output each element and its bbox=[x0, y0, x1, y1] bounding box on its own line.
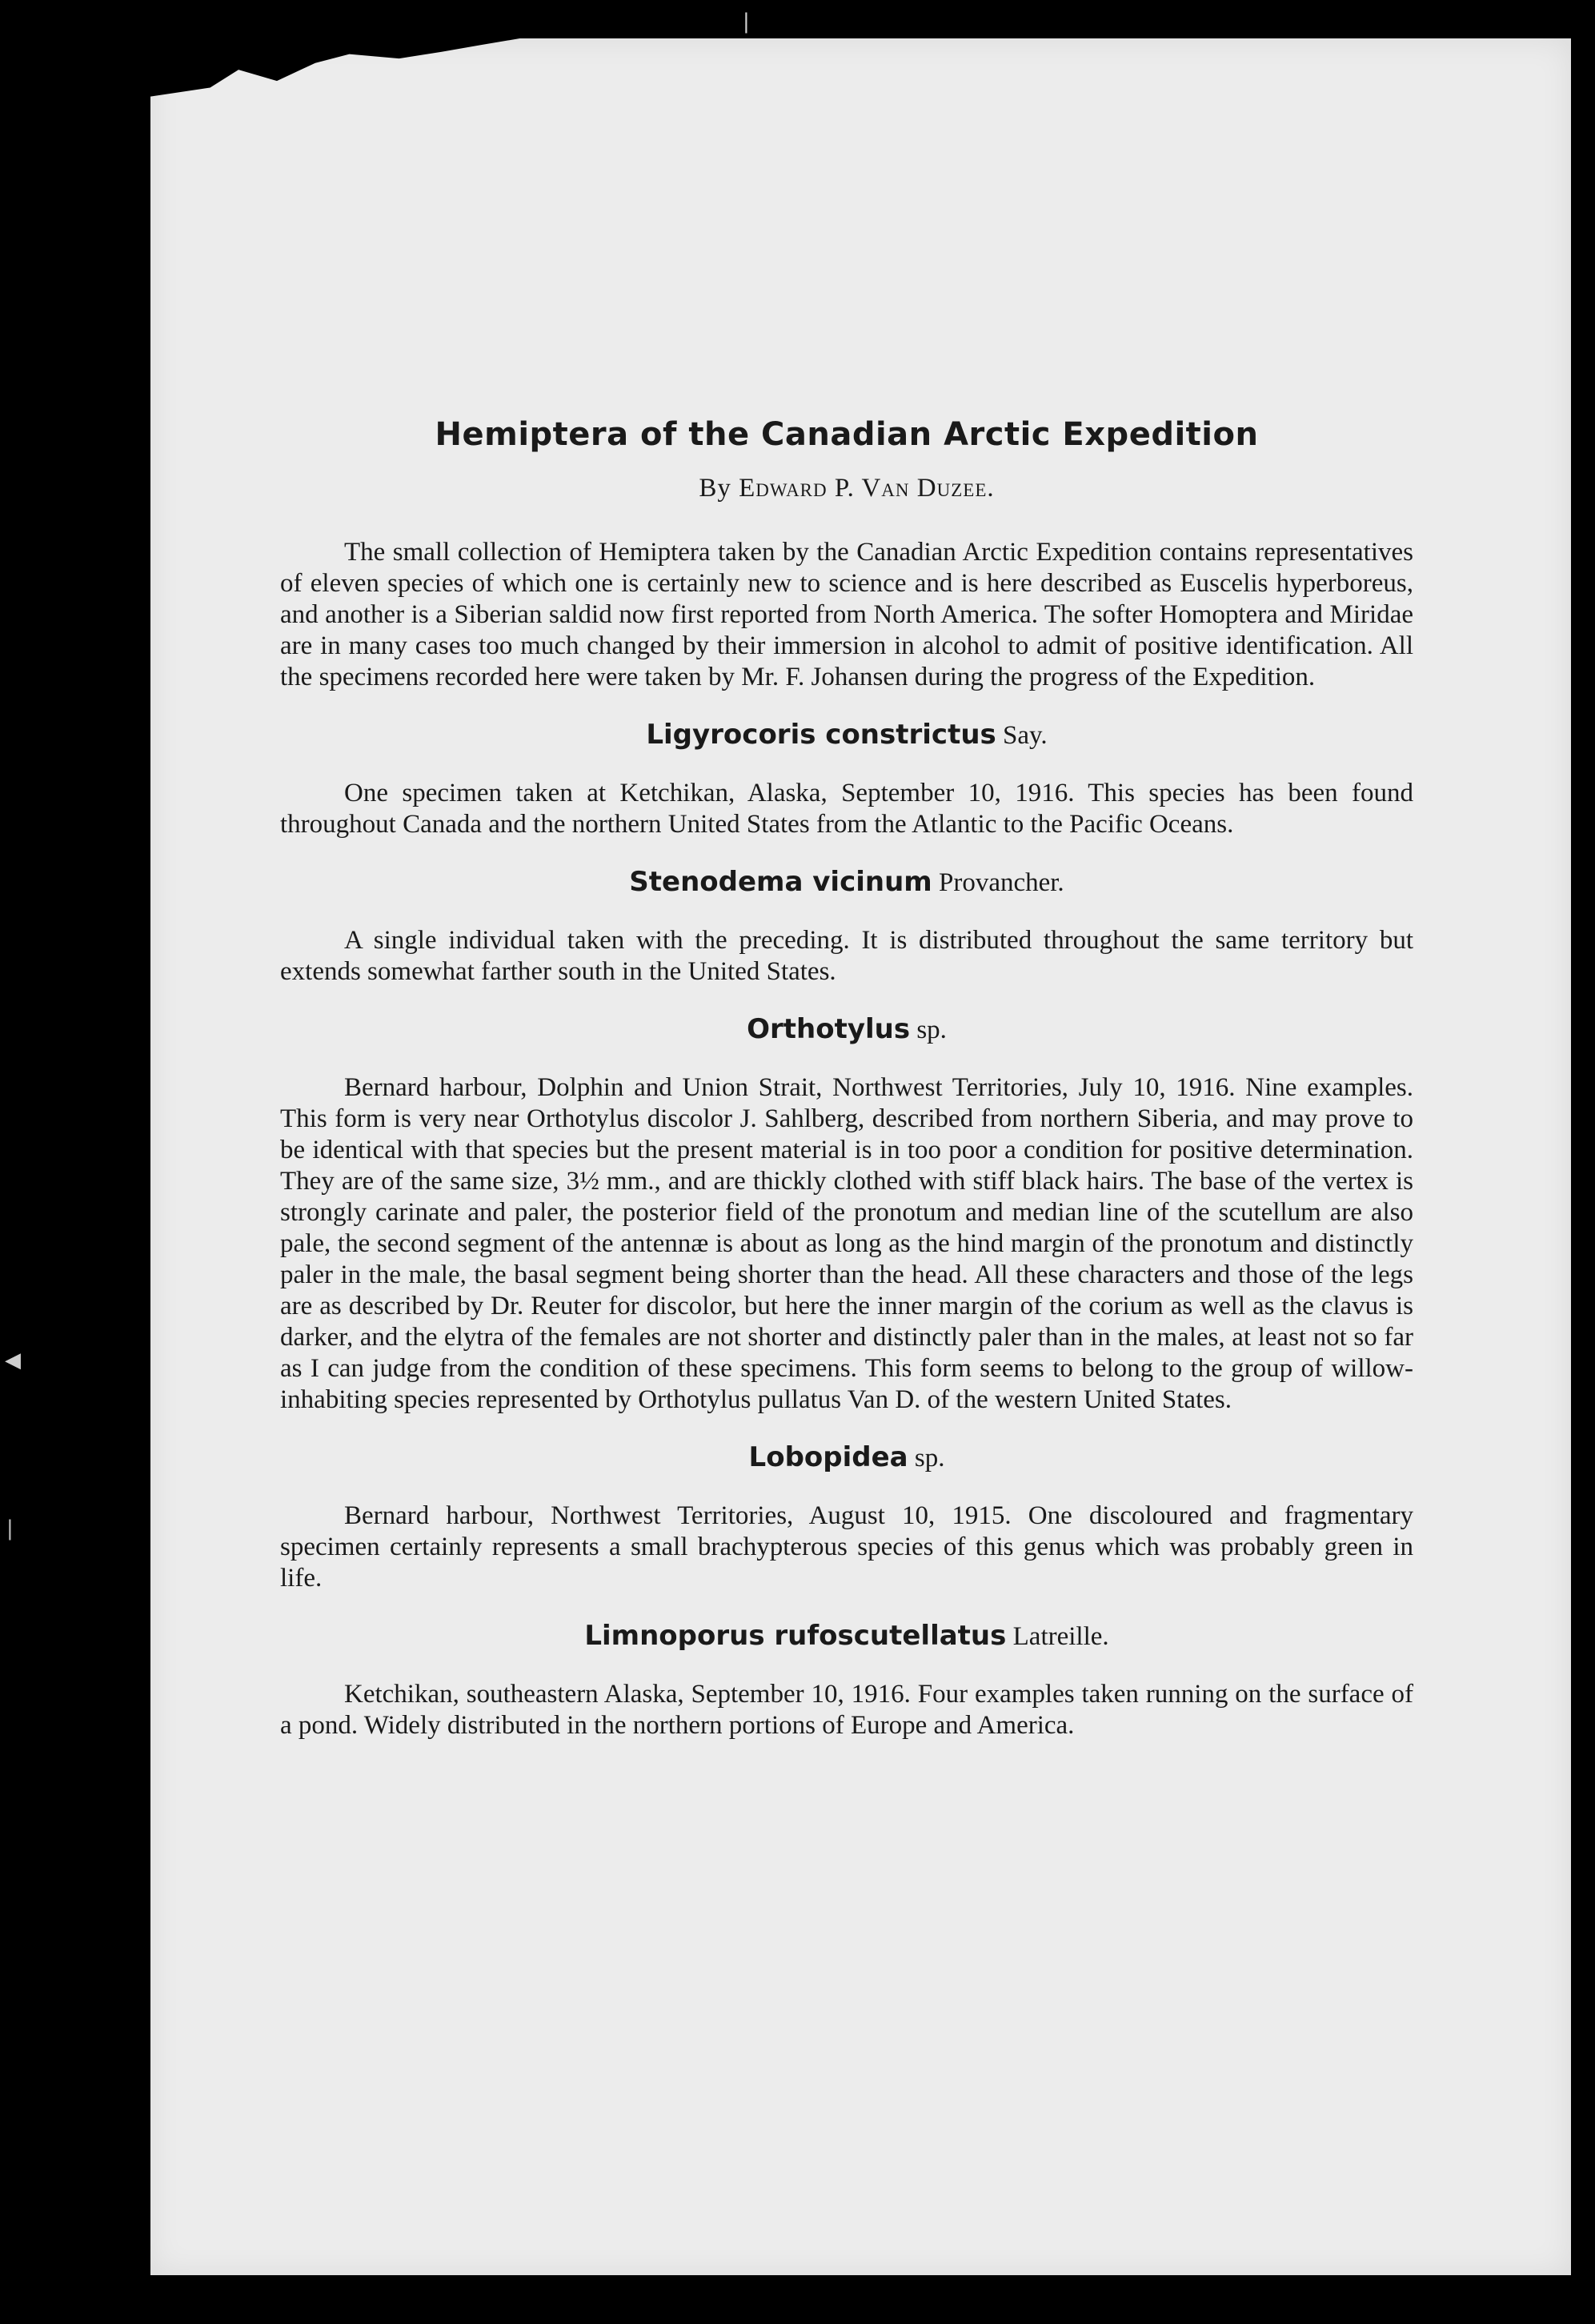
species-paragraph: One specimen taken at Ketchikan, Alaska, September 10, 1916. This species has been found throughout Canada and the northern United States from the Atlantic to the Pacific Oceans. bbox=[280, 779, 1413, 839]
species-authority: Say. bbox=[1003, 721, 1048, 750]
species-paragraph: Ketchikan, southeastern Alaska, September 10, 1916. Four examples taken running on the surface of a pond. Widely distributed in the northern portions of Europe and America. bbox=[280, 1680, 1413, 1740]
species-heading bbox=[280, 1620, 1413, 1652]
species-heading bbox=[280, 719, 1413, 751]
article-title: Hemiptera of the Canadian Arctic Expedition bbox=[435, 416, 1259, 453]
species-name: Limnoporus rufoscutellatus bbox=[584, 1620, 1007, 1652]
intro-paragraph: The small collection of Hemiptera taken by the Canadian Arctic Expedition contains representatives of eleven species of which one is certainly new to science and is here described as Euscelis hyperboreus, and another is a Siberian saldid now first reported from North America. The softer Homoptera and Miridae are in many cases too much changed by their immersion in alcohol to admit of positive identification. All the specimens recorded here were taken by Mr. F. Johansen during the progress of the Expedition. bbox=[280, 538, 1413, 691]
species-heading bbox=[280, 866, 1413, 898]
byline bbox=[280, 474, 1413, 503]
author-name: Edward P. Van Duzee. bbox=[739, 474, 995, 503]
species-heading bbox=[280, 1441, 1413, 1473]
species-paragraph: A single individual taken with the preceding. It is distributed throughout the same territory but extends somewhat farther south in the United States. bbox=[280, 926, 1413, 986]
article bbox=[280, 416, 1413, 1741]
species-paragraph: Bernard harbour, Dolphin and Union Strait, Northwest Territories, July 10, 1916. Nine examples. This form is very near Orthotylus discolor J. Sahlberg, described from northern Siberia, and may prove to be identical with that species but the present material is in too poor a condition for positive determination. They are of the same size, 3½ mm., and are thickly clothed with stiff black hairs. The base of the vertex is strongly carinate and paler, the posterior field of the pronotum and median line of the scutellum are also pale, the second segment of the antennæ is about as long as the hind margin of the pronotum and distinctly paler in the male, the basal segment being shorter than the head. All these characters and those of the legs are as described by Dr. Reuter for discolor, but here the inner margin of the corium as well as the clavus is darker, and the elytra of the females are not shorter and distinctly paler than in the males, at least not so far as I can judge from the condition of these specimens. This form seems to belong to the group of willow-inhabiting species represented by Orthotylus pullatus Van D. of the western United States. bbox=[280, 1073, 1413, 1414]
species-name: Orthotylus bbox=[747, 1013, 911, 1045]
byline-by: By bbox=[699, 474, 731, 503]
species-name: Stenodema vicinum bbox=[629, 866, 932, 898]
species-paragraph: Bernard harbour, Northwest Territories, August 10, 1915. One discoloured and fragmentary specimen certainly represents a small brachypterous species of this genus which was probably green in life. bbox=[280, 1501, 1413, 1593]
species-name: Lobopidea bbox=[748, 1441, 908, 1473]
species-authority: sp. bbox=[916, 1016, 947, 1044]
species-heading bbox=[280, 1013, 1413, 1045]
species-authority: sp. bbox=[914, 1444, 945, 1473]
species-authority: Latreille. bbox=[1012, 1622, 1109, 1651]
top-tick-mark: | bbox=[743, 10, 750, 34]
margin-tick-mark: | bbox=[6, 1517, 14, 1541]
margin-arrow-mark: ◀ bbox=[5, 1348, 21, 1372]
species-authority: Provancher. bbox=[938, 868, 1064, 897]
species-name: Ligyrocoris constrictus bbox=[646, 719, 996, 751]
